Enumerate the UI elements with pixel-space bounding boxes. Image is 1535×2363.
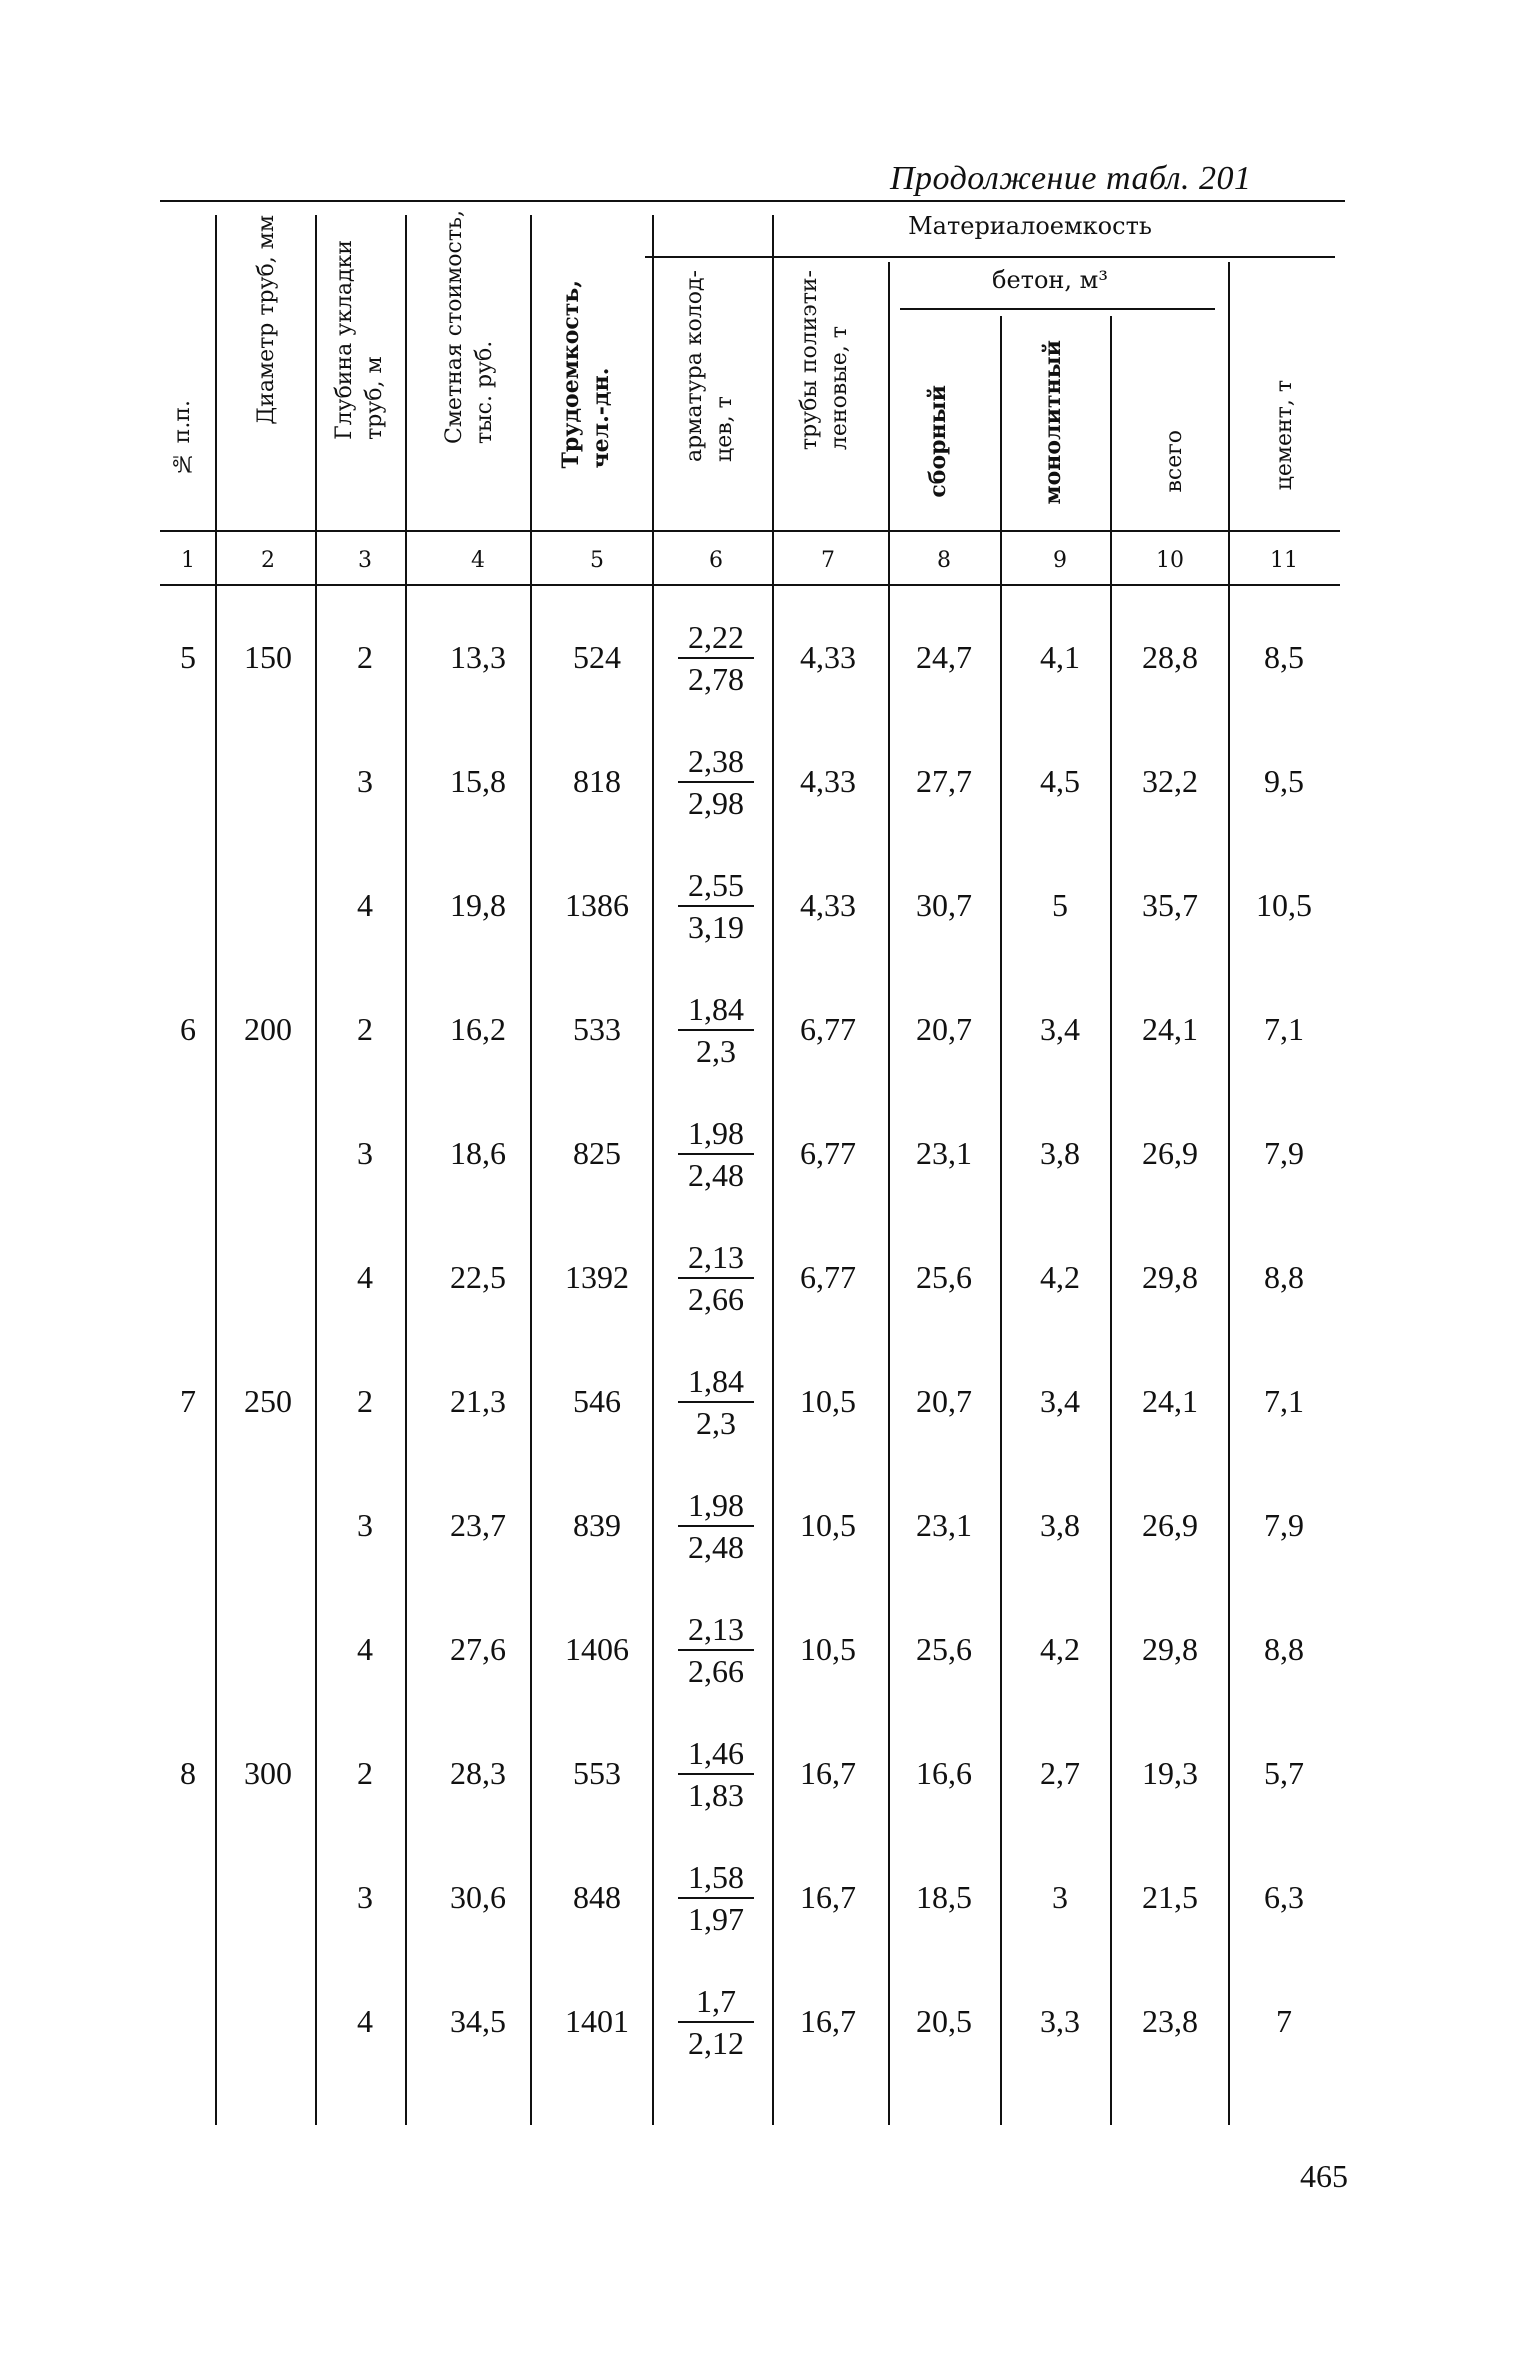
fraction-bar — [678, 1029, 754, 1031]
fraction-numerator: 2,13 — [688, 1611, 744, 1647]
header-col-2: Диаметр труб, мм — [254, 215, 279, 425]
fraction-bar — [678, 1525, 754, 1527]
table-cell: 8,8 — [1264, 1631, 1304, 1667]
column-numbers-rule — [160, 584, 1340, 586]
table-cell: 4 — [357, 1631, 373, 1667]
header-col-3: Глубина укладки труб, м — [332, 240, 387, 440]
col-number-4: 4 — [471, 548, 485, 573]
concrete-group-header: бетон, м³ — [992, 266, 1108, 294]
header-col-9: монолитный — [1040, 340, 1066, 505]
column-rule — [1000, 316, 1002, 2125]
table-cell: 23,7 — [450, 1507, 506, 1543]
table-cell: 839 — [573, 1507, 621, 1543]
fraction-denominator: 2,98 — [688, 785, 744, 821]
table-cell: 26,9 — [1142, 1135, 1198, 1171]
header-col-6: арматура колод- цев, т — [682, 270, 737, 462]
column-rule — [215, 215, 217, 2125]
table-cell: 25,6 — [916, 1259, 972, 1295]
table-cell: 3 — [357, 1507, 373, 1543]
fraction-cell — [661, 1487, 771, 1565]
table-cell: 34,5 — [450, 2003, 506, 2039]
fraction-cell — [661, 1115, 771, 1193]
fraction-bar — [678, 1897, 754, 1899]
table-cell: 3 — [357, 763, 373, 799]
table-cell: 2 — [357, 1011, 373, 1047]
table-cell: 21,5 — [1142, 1879, 1198, 1915]
table-cell: 16,6 — [916, 1755, 972, 1791]
table-cell: 10,5 — [800, 1631, 856, 1667]
table-cell: 24,1 — [1142, 1383, 1198, 1419]
header-bottom-rule — [160, 530, 1340, 532]
header-col-10: всего — [1162, 430, 1187, 493]
col-number-6: 6 — [709, 548, 723, 573]
table-cell: 19,3 — [1142, 1755, 1198, 1791]
table-cell: 21,3 — [450, 1383, 506, 1419]
table-caption: Продолжение табл. 201 — [890, 160, 1252, 197]
table-cell: 1401 — [565, 2003, 629, 2039]
table-cell: 29,8 — [1142, 1259, 1198, 1295]
table-cell: 10,5 — [800, 1507, 856, 1543]
table-cell: 3,3 — [1040, 2003, 1080, 2039]
fraction-numerator: 1,58 — [688, 1859, 744, 1895]
table-cell: 6,77 — [800, 1135, 856, 1171]
table-cell: 24,1 — [1142, 1011, 1198, 1047]
table-cell: 10,5 — [800, 1383, 856, 1419]
fraction-cell — [661, 1363, 771, 1441]
header-col-4: Сметная стоимость, тыс. руб. — [442, 210, 497, 445]
fraction-bar — [678, 1401, 754, 1403]
fraction-numerator: 1,7 — [696, 1983, 736, 2019]
table-cell: 3,4 — [1040, 1011, 1080, 1047]
col-number-10: 10 — [1156, 548, 1184, 573]
table-cell: 250 — [244, 1383, 292, 1419]
fraction-bar — [678, 1153, 754, 1155]
table-cell: 7 — [180, 1383, 196, 1419]
table-cell: 3 — [357, 1879, 373, 1915]
fraction-cell — [661, 1611, 771, 1689]
table-cell: 4 — [357, 887, 373, 923]
fraction-bar — [678, 905, 754, 907]
table-cell: 22,5 — [450, 1259, 506, 1295]
col-number-11: 11 — [1270, 548, 1298, 573]
table-cell: 30,6 — [450, 1879, 506, 1915]
table-cell: 533 — [573, 1011, 621, 1047]
fraction-denominator: 2,3 — [696, 1033, 736, 1069]
table-cell: 524 — [573, 639, 621, 675]
table-cell: 23,1 — [916, 1135, 972, 1171]
table-cell: 4,1 — [1040, 639, 1080, 675]
header-col-8: сборный — [925, 385, 951, 498]
fraction-cell — [661, 1239, 771, 1317]
material-group-header: Материалоемкость — [908, 212, 1152, 240]
fraction-bar — [678, 781, 754, 783]
page-number: 465 — [1300, 2158, 1348, 2194]
table-cell: 27,6 — [450, 1631, 506, 1667]
fraction-numerator: 1,84 — [688, 1363, 744, 1399]
fraction-denominator: 2,66 — [688, 1653, 744, 1689]
table-cell: 30,7 — [916, 887, 972, 923]
table-cell: 5 — [180, 639, 196, 675]
fraction-denominator: 2,48 — [688, 1529, 744, 1565]
fraction-numerator: 1,46 — [688, 1735, 744, 1771]
fraction-numerator: 2,55 — [688, 867, 744, 903]
col-number-7: 7 — [821, 548, 835, 573]
table-cell: 825 — [573, 1135, 621, 1171]
fraction-numerator: 1,84 — [688, 991, 744, 1027]
table-cell: 13,3 — [450, 639, 506, 675]
fraction-denominator: 3,19 — [688, 909, 744, 945]
fraction-bar — [678, 1773, 754, 1775]
table-cell: 27,7 — [916, 763, 972, 799]
table-cell: 18,6 — [450, 1135, 506, 1171]
table-cell: 1386 — [565, 887, 629, 923]
table-cell: 546 — [573, 1383, 621, 1419]
table-cell: 32,2 — [1142, 763, 1198, 799]
table-cell: 7,9 — [1264, 1507, 1304, 1543]
table-cell: 4 — [357, 2003, 373, 2039]
table-cell: 4,33 — [800, 639, 856, 675]
fraction-cell — [661, 1735, 771, 1813]
table-cell: 35,7 — [1142, 887, 1198, 923]
table-cell: 4,2 — [1040, 1259, 1080, 1295]
fraction-bar — [678, 1277, 754, 1279]
table-cell: 4,33 — [800, 887, 856, 923]
table-cell: 7,1 — [1264, 1383, 1304, 1419]
fraction-cell — [661, 743, 771, 821]
table-cell: 6,77 — [800, 1259, 856, 1295]
fraction-numerator: 1,98 — [688, 1115, 744, 1151]
table-cell: 8,5 — [1264, 639, 1304, 675]
fraction-cell — [661, 1983, 771, 2061]
column-rule — [1228, 262, 1230, 2125]
table-cell: 23,1 — [916, 1507, 972, 1543]
fraction-denominator: 2,48 — [688, 1157, 744, 1193]
header-col-11: цемент, т — [1272, 380, 1297, 491]
table-cell: 848 — [573, 1879, 621, 1915]
table-cell: 2 — [357, 639, 373, 675]
table-cell: 16,7 — [800, 1755, 856, 1791]
fraction-denominator: 2,66 — [688, 1281, 744, 1317]
fraction-bar — [678, 1649, 754, 1651]
table-cell: 15,8 — [450, 763, 506, 799]
table-cell: 6,77 — [800, 1011, 856, 1047]
fraction-numerator: 1,98 — [688, 1487, 744, 1523]
column-rule — [1110, 316, 1112, 2125]
table-cell: 6 — [180, 1011, 196, 1047]
table-cell: 24,7 — [916, 639, 972, 675]
table-cell: 200 — [244, 1011, 292, 1047]
fraction-cell — [661, 867, 771, 945]
table-cell: 3,4 — [1040, 1383, 1080, 1419]
table-cell: 10,5 — [1256, 887, 1312, 923]
table-cell: 3 — [357, 1135, 373, 1171]
table-cell: 8,8 — [1264, 1259, 1304, 1295]
table-cell: 7,1 — [1264, 1011, 1304, 1047]
fraction-numerator: 2,38 — [688, 743, 744, 779]
col-number-1: 1 — [181, 548, 195, 573]
fraction-denominator: 2,12 — [688, 2025, 744, 2061]
table-cell: 3,8 — [1040, 1507, 1080, 1543]
table-cell: 5 — [1052, 887, 1068, 923]
table-cell: 3,8 — [1040, 1135, 1080, 1171]
fraction-cell — [661, 991, 771, 1069]
fraction-denominator: 2,78 — [688, 661, 744, 697]
fraction-numerator: 2,13 — [688, 1239, 744, 1275]
table-cell: 4,33 — [800, 763, 856, 799]
table-cell: 28,8 — [1142, 639, 1198, 675]
table-cell: 16,7 — [800, 1879, 856, 1915]
header-col-7: трубы полиэти- леновые, т — [797, 270, 852, 451]
table-cell: 553 — [573, 1755, 621, 1791]
header-col-1: № п.п. — [170, 400, 195, 476]
fraction-cell — [661, 1859, 771, 1937]
table-cell: 18,5 — [916, 1879, 972, 1915]
table-cell: 5,7 — [1264, 1755, 1304, 1791]
table-cell: 16,7 — [800, 2003, 856, 2039]
table-cell: 4,2 — [1040, 1631, 1080, 1667]
col-number-3: 3 — [358, 548, 372, 573]
col-number-9: 9 — [1053, 548, 1067, 573]
table-cell: 16,2 — [450, 1011, 506, 1047]
table-cell: 1392 — [565, 1259, 629, 1295]
table-cell: 4,5 — [1040, 763, 1080, 799]
concrete-header-rule — [900, 308, 1215, 310]
table-cell: 25,6 — [916, 1631, 972, 1667]
table-cell: 7 — [1276, 2003, 1292, 2039]
table-cell: 2,7 — [1040, 1755, 1080, 1791]
fraction-denominator: 1,83 — [688, 1777, 744, 1813]
table-cell: 26,9 — [1142, 1507, 1198, 1543]
table-cell: 7,9 — [1264, 1135, 1304, 1171]
table-cell: 8 — [180, 1755, 196, 1791]
header-col-5: Трудоемкость, чел.-дн. — [558, 280, 614, 469]
table-cell: 20,5 — [916, 2003, 972, 2039]
fraction-bar — [678, 2021, 754, 2023]
col-number-8: 8 — [937, 548, 951, 573]
fraction-denominator: 1,97 — [688, 1901, 744, 1937]
table-cell: 29,8 — [1142, 1631, 1198, 1667]
col-number-2: 2 — [261, 548, 275, 573]
col-number-5: 5 — [590, 548, 604, 573]
table-cell: 20,7 — [916, 1383, 972, 1419]
group-header-rule — [645, 256, 1335, 258]
table-cell: 2 — [357, 1755, 373, 1791]
table-cell: 6,3 — [1264, 1879, 1304, 1915]
fraction-cell — [661, 619, 771, 697]
table-cell: 9,5 — [1264, 763, 1304, 799]
fraction-numerator: 2,22 — [688, 619, 744, 655]
table-cell: 19,8 — [450, 887, 506, 923]
table-cell: 20,7 — [916, 1011, 972, 1047]
table-cell: 23,8 — [1142, 2003, 1198, 2039]
table-cell: 28,3 — [450, 1755, 506, 1791]
fraction-bar — [678, 657, 754, 659]
table-cell: 818 — [573, 763, 621, 799]
table-cell: 4 — [357, 1259, 373, 1295]
column-rule — [888, 262, 890, 2125]
table-cell: 300 — [244, 1755, 292, 1791]
table-top-rule — [160, 200, 1345, 202]
table-cell: 3 — [1052, 1879, 1068, 1915]
table-cell: 150 — [244, 639, 292, 675]
table-cell: 1406 — [565, 1631, 629, 1667]
table-cell: 2 — [357, 1383, 373, 1419]
fraction-denominator: 2,3 — [696, 1405, 736, 1441]
